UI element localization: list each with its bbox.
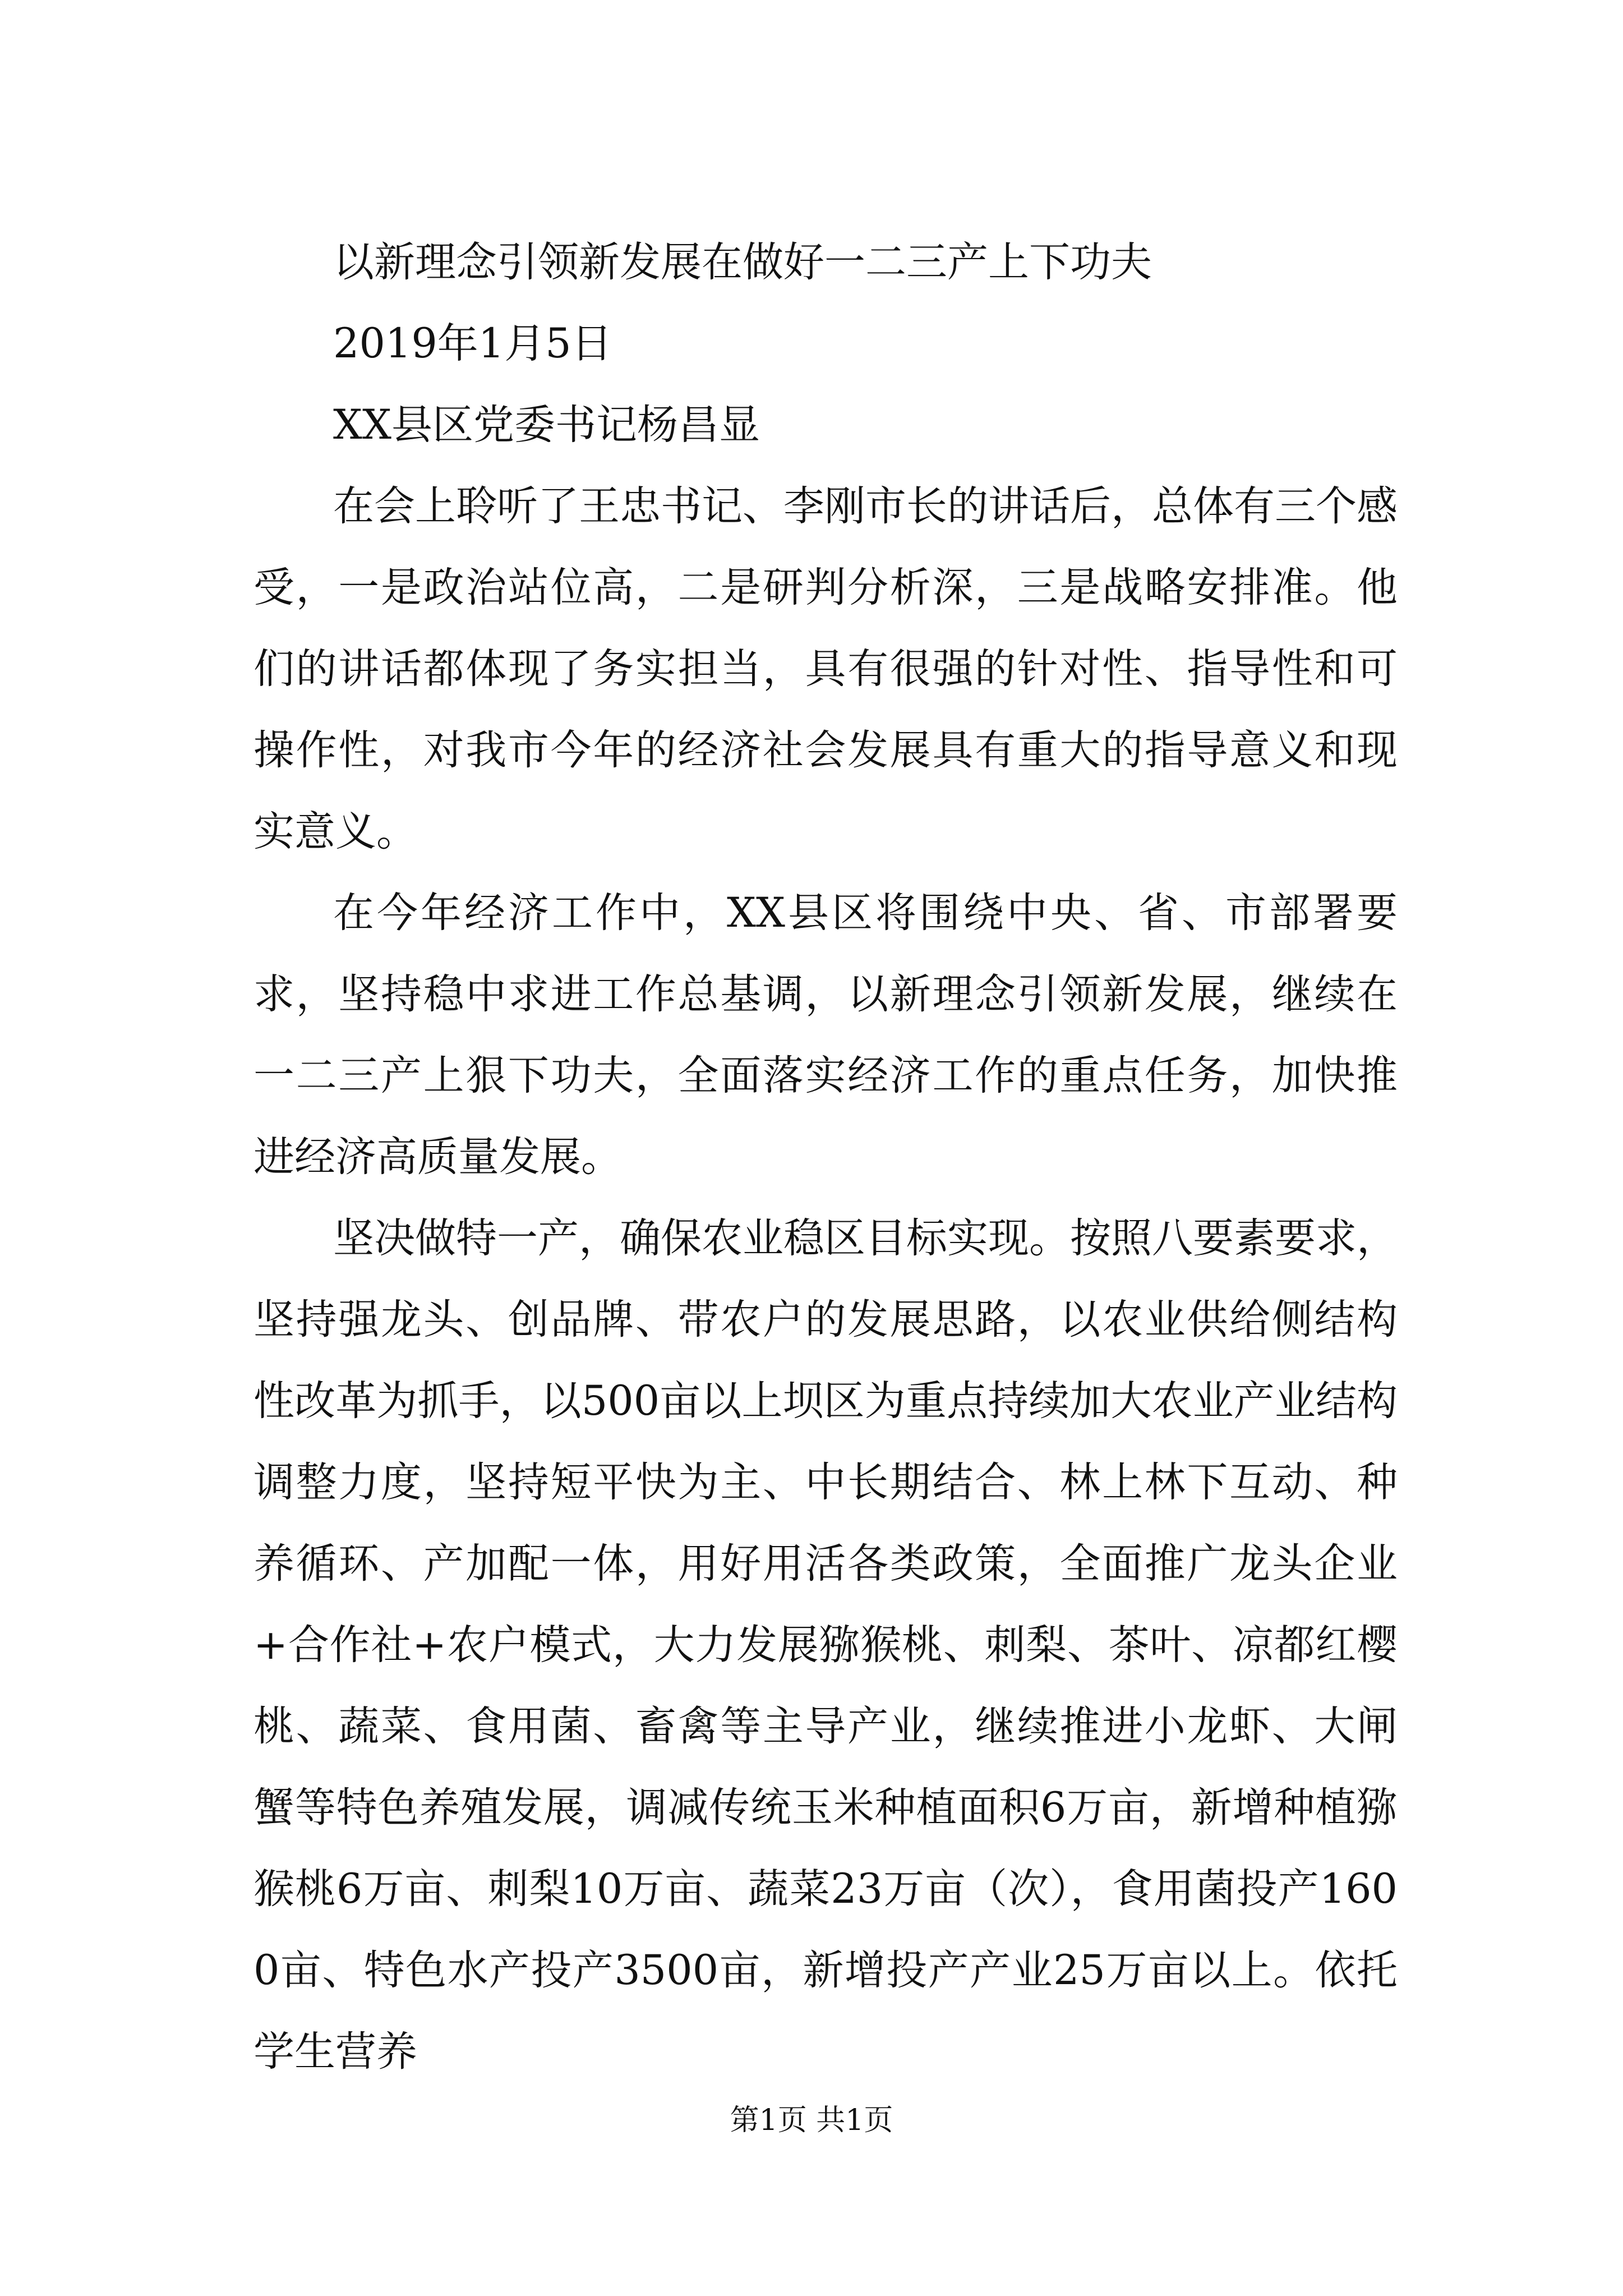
paragraph-2: 在今年经济工作中，XX县区将围绕中央、省、市部署要求，坚持稳中求进工作总基调，以新理念引领新发展，继续在一二三产上狠下功夫，全面落实经济工作的重点任务，加快推进经济高质量发展。	[253, 889, 1398, 1181]
paragraph-3: 坚决做特一产，确保农业稳区目标实现。按照八要素要求，坚持强龙头、创品牌、带农户的发展思路，以农业供给侧结构性改革为抓手，以500亩以上坝区为重点持续加大农业产业结构调整力度，坚持短平快为主、中长期结合、林上林下互动、种养循环、产加配一体，用好用活各类政策，全面推广龙头企业+合作社+农户模式，大力发展猕猴桃、刺梨、茶叶、凉都红樱桃、蔬菜、食用菌、畜禽等主导产业，继续推进小龙虾、大闸蟹等特色养殖发展，调减传统玉米种植面积6万亩，新增种植猕猴桃6万亩、刺梨10万亩、蔬菜23万亩（次），食用菌投产1600亩、特色水产投产3500亩，新增投产产业25万亩以上。依托学生营养	[253, 1214, 1398, 2076]
document-author: XX县区党委书记杨昌显	[333, 401, 760, 449]
page-number-footer: 第1页 共1页	[730, 2104, 893, 2137]
document-date: 2019年1月5日	[333, 320, 612, 367]
document-body	[253, 222, 1398, 2092]
document-title: 以新理念引领新发展在做好一二三产上下功夫	[333, 238, 1152, 286]
paragraph-1: 在会上聆听了王忠书记、李刚市长的讲话后，总体有三个感受，一是政治站位高，二是研判分析深，三是战略安排准。他们的讲话都体现了务实担当，具有很强的针对性、指导性和可操作性，对我市今年的经济社会发展具有重大的指导意义和现实意义。	[253, 482, 1398, 855]
